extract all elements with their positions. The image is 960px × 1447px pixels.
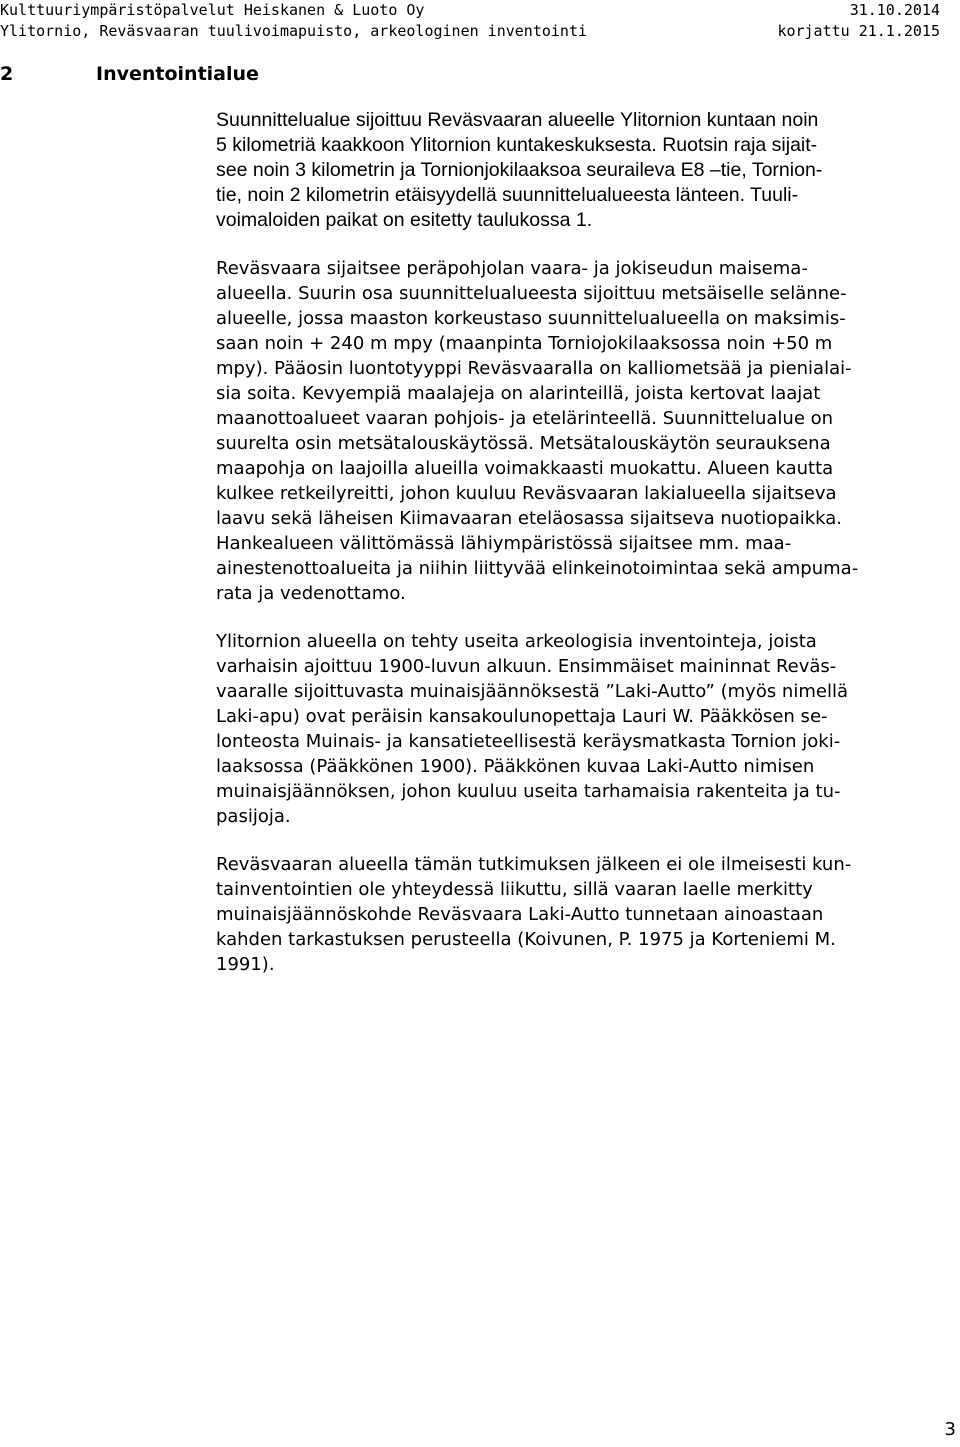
revision-date: korjattu 21.1.2015 bbox=[777, 22, 940, 40]
text-line: voimaloiden paikat on esitetty taulukossa 1. bbox=[216, 209, 593, 231]
text-line: muinaisjäännöskohde Reväsvaara Laki-Autto tunnetaan ainoastaan bbox=[216, 904, 824, 925]
report-title: Ylitornio, Reväsvaaran tuulivoimapuisto, arkeologinen inventointi bbox=[0, 22, 587, 40]
paragraph bbox=[216, 256, 952, 606]
text-line: ainestenottoalueita ja niihin liittyvää elinkeinotoimintaa sekä ampuma- bbox=[216, 558, 859, 579]
company-name: Kulttuuriympäristöpalvelut Heiskanen & Luoto Oy bbox=[0, 1, 425, 19]
text-line: vaaralle sijoittuvasta muinaisjäännöksestä ”Laki-Autto” (myös nimellä bbox=[216, 681, 848, 702]
page-header bbox=[0, 0, 960, 42]
text-line: Suunnittelualue sijoittuu Reväsvaaran alueelle Ylitornion kuntaan noin bbox=[216, 109, 819, 131]
section-number: 2 bbox=[0, 63, 14, 85]
text-line: 5 kilometriä kaakkoon Ylitornion kuntakeskuksesta. Ruotsin raja sijait- bbox=[216, 134, 818, 156]
header-row-1 bbox=[0, 0, 960, 21]
paragraph bbox=[216, 852, 952, 977]
section-title: Inventointialue bbox=[96, 63, 259, 85]
text-line: 1991). bbox=[216, 954, 275, 975]
text-line: Reväsvaaran alueella tämän tutkimuksen jälkeen ei ole ilmeisesti kun- bbox=[216, 854, 852, 875]
page-number: 3 bbox=[944, 1419, 956, 1440]
report-date: 31.10.2014 bbox=[849, 1, 940, 19]
paragraph bbox=[216, 108, 952, 233]
text-line: laavu sekä läheisen Kiimavaaran eteläosassa sijaitseva nuotiopaikka. bbox=[216, 508, 843, 529]
text-line: tainventointien ole yhteydessä liikuttu, sillä vaaran laelle merkitty bbox=[216, 879, 813, 900]
text-line: Hankealueen välittömässä lähiympäristössä sijaitsee mm. maa- bbox=[216, 533, 792, 554]
text-line: mpy). Pääosin luontotyyppi Reväsvaaralla on kalliometsää ja pienialai- bbox=[216, 358, 852, 379]
text-line: see noin 3 kilometrin ja Tornionjokilaaksoa seuraileva E8 –tie, Tornion- bbox=[216, 159, 823, 181]
text-line: Reväsvaara sijaitsee peräpohjolan vaara- ja jokiseudun maisema- bbox=[216, 258, 808, 279]
text-line: lonteosta Muinais- ja kansatieteellisestä keräysmatkasta Tornion joki- bbox=[216, 731, 841, 752]
text-line: Ylitornion alueella on tehty useita arkeologisia inventointeja, joista bbox=[216, 631, 817, 652]
document-body bbox=[216, 108, 952, 977]
text-line: tie, noin 2 kilometrin etäisyydellä suunnittelualueesta länteen. Tuuli- bbox=[216, 184, 799, 206]
text-line: maanottoalueet vaaran pohjois- ja etelärinteellä. Suunnittelualue on bbox=[216, 408, 834, 429]
text-line: alueelle, jossa maaston korkeustaso suunnittelualueella on maksimis- bbox=[216, 308, 846, 329]
text-line: saan noin + 240 m mpy (maanpinta Torniojokilaaksossa noin +50 m bbox=[216, 333, 833, 354]
text-line: alueella. Suurin osa suunnittelualueesta sijoittuu metsäiselle selänne- bbox=[216, 283, 847, 304]
text-line: laaksossa (Pääkkönen 1900). Pääkkönen kuvaa Laki-Autto nimisen bbox=[216, 756, 815, 777]
text-line: sia soita. Kevyempiä maalajeja on alarinteillä, joista kertovat laajat bbox=[216, 383, 821, 404]
text-line: kulkee retkeilyreitti, johon kuuluu Reväsvaaran lakialueella sijaitseva bbox=[216, 483, 837, 504]
text-line: pasijoja. bbox=[216, 806, 291, 827]
section-heading bbox=[0, 60, 259, 88]
text-line: varhaisin ajoittuu 1900-luvun alkuun. Ensimmäiset maininnat Reväs- bbox=[216, 656, 837, 677]
text-line: rata ja vedenottamo. bbox=[216, 583, 406, 604]
text-line: Laki-apu) ovat peräisin kansakoulunopettaja Lauri W. Pääkkösen se- bbox=[216, 706, 828, 727]
paragraph bbox=[216, 629, 952, 829]
text-line: maapohja on laajoilla alueilla voimakkaasti muokattu. Alueen kautta bbox=[216, 458, 834, 479]
text-line: suurelta osin metsätalouskäytössä. Metsätalouskäytön seurauksena bbox=[216, 433, 831, 454]
text-line: kahden tarkastuksen perusteella (Koivunen, P. 1975 ja Korteniemi M. bbox=[216, 929, 836, 950]
text-line: muinaisjäännöksen, johon kuuluu useita tarhamaisia rakenteita ja tu- bbox=[216, 781, 841, 802]
header-row-2 bbox=[0, 21, 960, 42]
